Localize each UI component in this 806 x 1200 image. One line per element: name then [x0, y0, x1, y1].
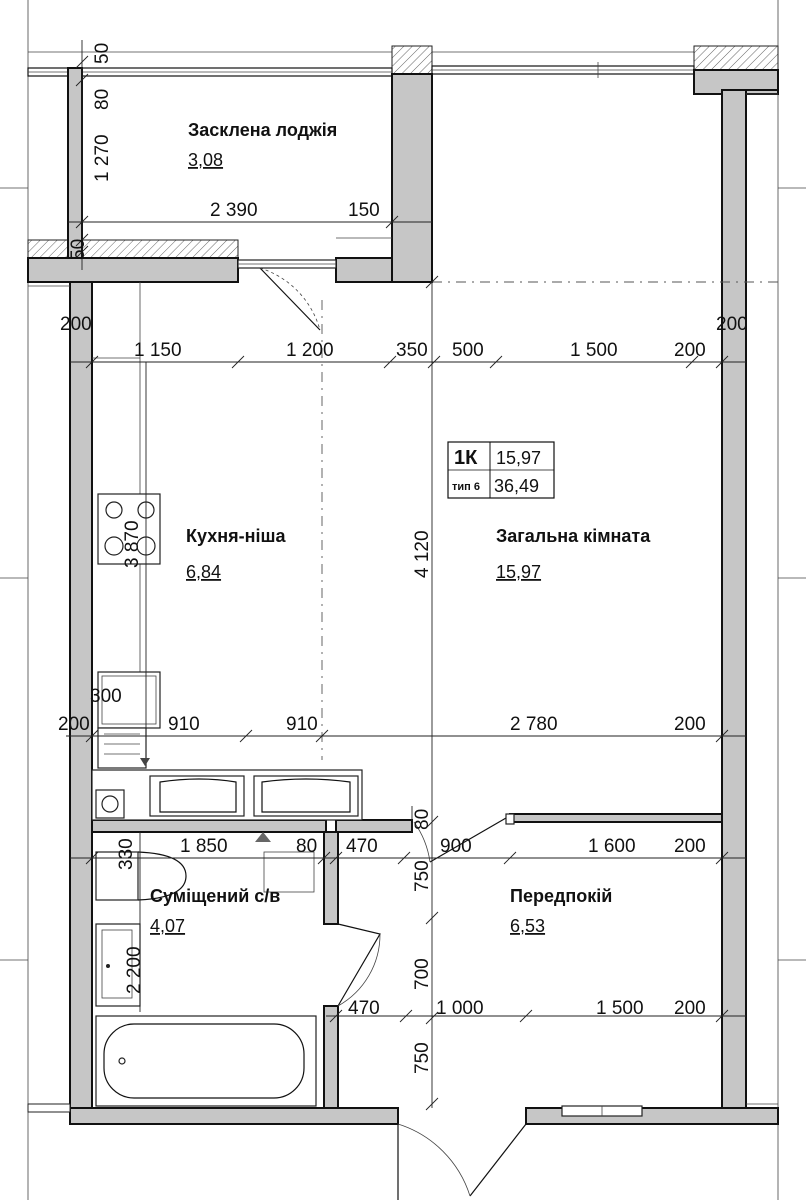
dim-kitchen-3870: 3 870 — [122, 520, 143, 568]
bottom-window — [562, 1106, 642, 1116]
badge-living-area: 15,97 — [496, 448, 542, 468]
dim-row2-200-right: 200 — [674, 714, 706, 735]
dim-row4-1500: 1 500 — [596, 998, 644, 1019]
dim-row1-350: 350 — [396, 340, 428, 361]
badge-total-area: 36,49 — [494, 476, 540, 496]
room-name-bathroom: Суміщений с/в — [150, 886, 281, 906]
room-area-kitchen: 6,84 — [186, 562, 222, 582]
room-area-bathroom: 4,07 — [150, 916, 186, 936]
dim-loggia-1270: 1 270 — [92, 134, 113, 182]
loggia-glazing — [28, 62, 694, 78]
dim-row3-1600: 1 600 — [588, 836, 636, 857]
dim-row3-1850: 1 850 — [180, 836, 228, 857]
dim-row1-200: 200 — [674, 340, 706, 361]
room-name-living: Загальна кімната — [496, 526, 651, 546]
axis-lines — [322, 282, 778, 760]
dim-row4-1000: 1 000 — [436, 998, 484, 1019]
dim-loggia-50-bottom: 50 — [68, 238, 89, 260]
dim-hall-750-b: 750 — [412, 1042, 433, 1074]
room-area-hall: 6,53 — [510, 916, 546, 936]
balcony-door — [238, 238, 392, 330]
dim-row2-200-left: 200 — [58, 714, 90, 735]
dim-row1-1150: 1 150 — [134, 340, 182, 361]
dim-hall-750-a: 750 — [412, 860, 433, 892]
dim-hall-700: 700 — [412, 958, 433, 990]
badge-type-code: 1К — [454, 447, 478, 469]
apartment-badge — [448, 442, 554, 498]
dim-row2-2780: 2 780 — [510, 714, 558, 735]
dim-loggia-50-top: 50 — [92, 42, 113, 64]
dim-row3-80-a: 80 — [296, 836, 318, 857]
dim-row1-1500: 1 500 — [570, 340, 618, 361]
dim-row3-900: 900 — [440, 836, 472, 857]
dim-loggia-150: 150 — [348, 200, 380, 221]
dim-row3-80-b: 80 — [412, 808, 433, 830]
dim-row3-200: 200 — [674, 836, 706, 857]
dim-row2-300: 300 — [90, 686, 122, 707]
room-name-loggia: Засклена лоджія — [188, 120, 338, 140]
dim-bath-2200: 2 200 — [124, 946, 145, 994]
badge-type-label: тип 6 — [452, 481, 480, 493]
room-name-kitchen: Кухня-ніша — [186, 526, 286, 546]
room-area-loggia: 3,08 — [188, 150, 224, 170]
bathroom-door — [338, 924, 380, 1006]
dim-row3-470: 470 — [346, 836, 378, 857]
dim-wall-left: 200 — [60, 314, 92, 335]
room-name-hall: Передпокій — [510, 886, 613, 906]
dim-living-4120: 4 120 — [412, 530, 433, 578]
dim-row2-910-a: 910 — [168, 714, 200, 735]
entrance-door — [398, 1124, 526, 1200]
dim-loggia-80: 80 — [92, 88, 113, 110]
dim-row2-910-b: 910 — [286, 714, 318, 735]
dim-loggia-2390: 2 390 — [210, 200, 258, 221]
dim-row1-500: 500 — [452, 340, 484, 361]
dim-row4-470: 470 — [348, 998, 380, 1019]
dim-wall-right: 200 — [716, 314, 748, 335]
dim-row1-1200: 1 200 — [286, 340, 334, 361]
dim-row3-330: 330 — [116, 838, 137, 870]
dim-row4-200: 200 — [674, 998, 706, 1019]
room-area-living: 15,97 — [496, 562, 542, 582]
